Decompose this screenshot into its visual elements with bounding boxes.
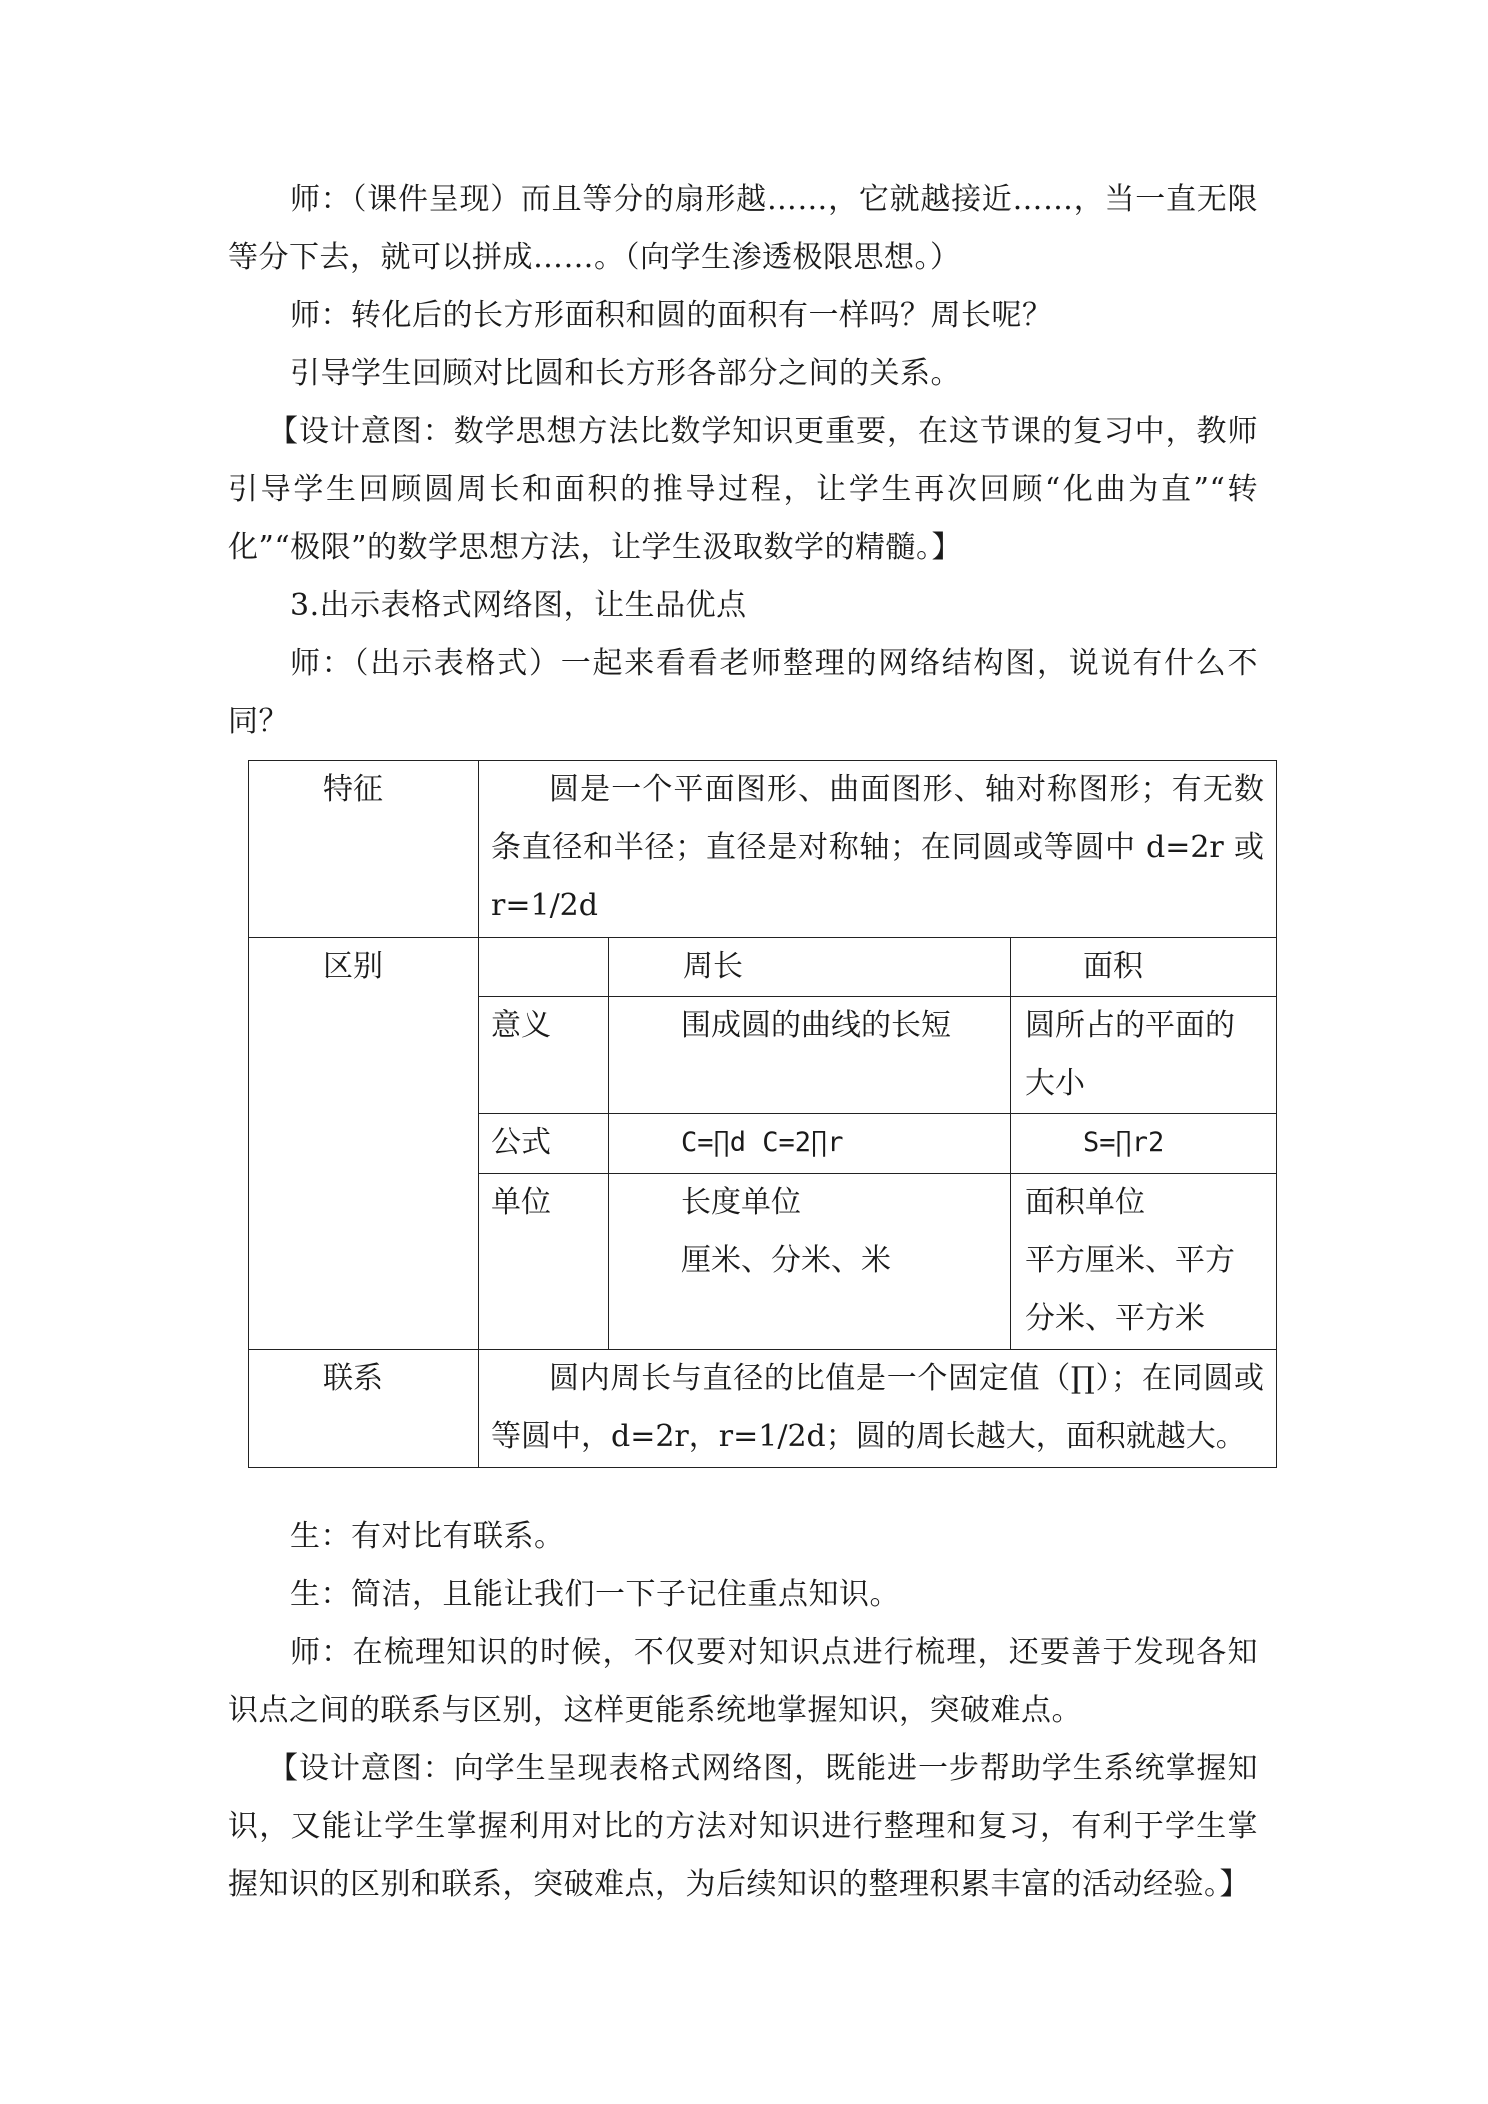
circle-summary-table — [248, 760, 1277, 1468]
table-row-feature — [249, 761, 1277, 938]
formula-area: S=∏r2 — [1011, 1114, 1277, 1174]
paragraph-design-intent-2: 【设计意图：向学生呈现表格式网络图，既能进一步帮助学生系统掌握知识，又能让学生掌握利用对比的方法对知识进行整理和复习，有利于学生掌握知识的区别和联系，突破难点，为后续知识的整理积累丰富的活动经验。】 — [228, 1751, 1258, 1902]
unit-area — [1011, 1174, 1277, 1350]
diff-header-blank — [479, 938, 609, 997]
meaning-area: 圆所占的平面的大小 — [1011, 997, 1277, 1114]
paragraph-teacher-summary: 师：在梳理知识的时候，不仅要对知识点进行梳理，还要善于发现各知识点之间的联系与区别，这样更能系统地掌握知识，突破难点。 — [228, 1635, 1258, 1728]
link-text: 圆内周长与直径的比值是一个固定值（∏）；在同圆或等圆中，d=2r，r=1/2d；圆的周长越大，面积就越大。 — [479, 1350, 1277, 1468]
column-header-area: 面积 — [1011, 938, 1277, 997]
formula-perimeter: C=∏d C=2∏r — [609, 1114, 1011, 1174]
feature-text: 圆是一个平面图形、曲面图形、轴对称图形；有无数条直径和半径；直径是对称轴；在同圆或等圆中 d=2r 或 r=1/2d — [479, 761, 1277, 938]
unit-perimeter — [609, 1174, 1011, 1350]
unit-area-title: 面积单位 — [1025, 1185, 1145, 1220]
paragraph-teacher-courseware: 师：（课件呈现）而且等分的扇形越……，它就越接近……，当一直无限等分下去，就可以拼成……。（向学生渗透极限思想。） — [228, 182, 1258, 275]
paragraph-teacher-show-table: 师：（出示表格式）一起来看看老师整理的网络结构图，说说有什么不同？ — [228, 646, 1258, 739]
unit-perimeter-title: 长度单位 — [681, 1185, 801, 1220]
unit-perimeter-list: 厘米、分米、米 — [681, 1243, 891, 1278]
diff-label: 区别 — [249, 938, 479, 1350]
paragraph-step-3: 3.出示表格式网络图，让生品优点 — [290, 588, 747, 623]
paragraph-guide-students: 引导学生回顾对比圆和长方形各部分之间的关系。 — [290, 356, 961, 391]
table-row-link — [249, 1350, 1277, 1468]
table-row-diff-header — [249, 938, 1277, 997]
meaning-perimeter: 围成圆的曲线的长短 — [609, 997, 1011, 1114]
formula-label: 公式 — [479, 1114, 609, 1174]
paragraph-teacher-question: 师：转化后的长方形面积和圆的面积有一样吗？周长呢？ — [290, 298, 1053, 333]
column-header-perimeter: 周长 — [609, 938, 1011, 997]
meaning-label: 意义 — [479, 997, 609, 1114]
unit-area-list: 平方厘米、平方分米、平方米 — [1025, 1243, 1235, 1336]
paragraph-design-intent-1: 【设计意图：数学思想方法比数学知识更重要，在这节课的复习中，教师引导学生回顾圆周长和面积的推导过程，让学生再次回顾“化曲为直”“转化”“极限”的数学思想方法，让学生汲取数学的精髓。】 — [228, 414, 1258, 565]
feature-label: 特征 — [249, 761, 479, 938]
link-label: 联系 — [249, 1350, 479, 1468]
unit-label: 单位 — [479, 1174, 609, 1350]
paragraph-student-1: 生：有对比有联系。 — [290, 1519, 565, 1554]
paragraph-student-2: 生：简洁，且能让我们一下子记住重点知识。 — [290, 1577, 900, 1612]
